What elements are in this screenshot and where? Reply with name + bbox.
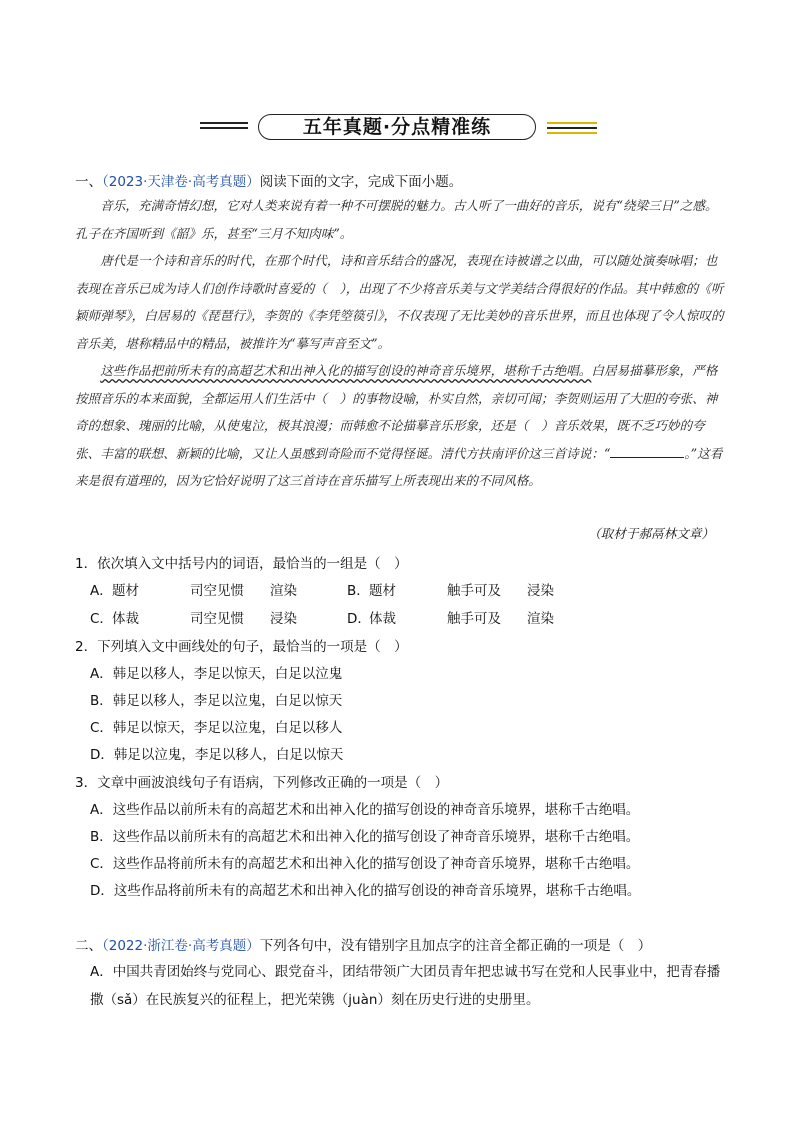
subquestion-1-stem: 1．依次填入文中括号内的词语，最恰当的一组是（ ）: [75, 556, 408, 572]
section-banner: [0, 114, 794, 144]
question-source: （2022·浙江卷·高考真题）: [102, 938, 260, 954]
option-d: D．这些作品将前所未有的高超艺术和出神入化的描写创设的神奇音乐境界，堪称千古绝唱。: [90, 883, 641, 899]
option-b: B．题材 触手可及 浸染: [347, 583, 554, 599]
option-c: C．体裁 司空见惯 浸染: [90, 611, 297, 627]
subquestion-2-stem: 2．下列填入文中画线处的句子，最恰当的一项是（ ）: [75, 639, 408, 655]
option-b: B．韩足以移人，李足以泣鬼，白足以惊天: [90, 693, 343, 709]
passage-credit: （取材于郝鬲林文章）: [588, 526, 714, 541]
option-c: C．韩足以惊天，李足以泣鬼，白足以移人: [90, 720, 343, 736]
option-a: A．韩足以移人，李足以惊天，白足以泣鬼: [90, 666, 343, 682]
question-number: 一、: [75, 174, 102, 190]
option-a: A．题材 司空见惯 渲染: [90, 583, 297, 599]
passage-paragraph: 这些作品把前所未有的高超艺术和出神入化的描写创设的神奇音乐境界，堪称千古绝唱。白居易描摹形象，严格按照音乐的本来面貌，全都运用人们生活中（ ）的事物设喻，朴实自然，亲切可闻；李贺则运用了大胆的夸张、神奇的想象、瑰丽的比喻，从使鬼泣，极其浪漫；而韩愈不论描摹音乐形象，还是（ ）音乐效果，既不乏巧妙的夸张、丰富的联想、新颖的比喻，又让人虽感到奇险而不觉得怪诞。清代方扶南评价这三首诗说：“ 。”这看来是很有道理的，因为它恰好说明了这三首诗在音乐描写上所表现出来的不同风格。: [75, 363, 723, 488]
passage-paragraph: 音乐，充满奇情幻想，它对人类来说有着一种不可摆脱的魅力。古人听了一曲好的音乐，说有“绕梁三日”之感。孔子在齐国听到《韶》乐，甚至“三月不知肉味”。: [75, 198, 718, 241]
subquestion-3-stem: 3．文章中画波浪线句子有语病，下列修改正确的一项是（ ）: [75, 775, 449, 791]
question-prompt: 下列各句中，没有错别字且加点字的注音全都正确的一项是（ ）: [259, 938, 652, 954]
question-prompt: 阅读下面的文字，完成下面小题。: [259, 174, 463, 190]
question-number: 二、: [75, 938, 102, 954]
wavy-underlined-sentence: 这些作品把前所未有的高超艺术和出神入化的描写创设的神奇音乐境界，堪称千古绝唱。: [100, 363, 592, 378]
banner-decor-left: [200, 122, 248, 132]
option-a: A．中国共青团始终与党同心、跟党奋斗，团结带领广大团员青年把忠诚书写在党和人民事业中，把青春播撒（sǎ）在民族复兴的征程上，把光荣镌（juàn）刻在历史行进的史册里。: [90, 964, 721, 1008]
question-1-header: [75, 170, 462, 190]
banner-decor-right: [547, 122, 597, 137]
option-a: A．这些作品以前所未有的高超艺术和出神入化的描写创设的神奇音乐境界，堪称千古绝唱。: [90, 802, 640, 818]
question-source: （2023·天津卷·高考真题）: [102, 174, 260, 190]
banner-title: 五年真题·分点精准练: [258, 114, 536, 140]
reading-passage: [75, 192, 725, 495]
question-2-header: [75, 934, 651, 954]
passage-paragraph: 唐代是一个诗和音乐的时代，在那个时代，诗和音乐结合的盛况，表现在诗被谱之以曲，可以随处演奏咏唱；也表现在音乐已成为诗人们创作诗歌时喜爱的（ ），出现了不少将音乐美与文学美结合得很好的作品。其中韩愈的《听颖师弹琴》，白居易的《琵琶行》，李贺的《李凭箜篌引》，不仅表现了无比美妙的音乐世界，而且也体现了令人惊叹的音乐美，堪称精品中的精品，被推许为“摹写声音至文”。: [75, 253, 724, 351]
option-d: D．韩足以泣鬼，李足以移人，白足以惊天: [90, 747, 344, 763]
option-d: D．体裁 触手可及 渲染: [347, 611, 554, 627]
option-b: B．这些作品以前所未有的高超艺术和出神入化的描写创设了神奇音乐境界，堪称千古绝唱。: [90, 829, 640, 845]
option-c: C．这些作品将前所未有的高超艺术和出神入化的描写创设了神奇音乐境界，堪称千古绝唱。: [90, 856, 640, 872]
fill-blank: [610, 445, 684, 458]
